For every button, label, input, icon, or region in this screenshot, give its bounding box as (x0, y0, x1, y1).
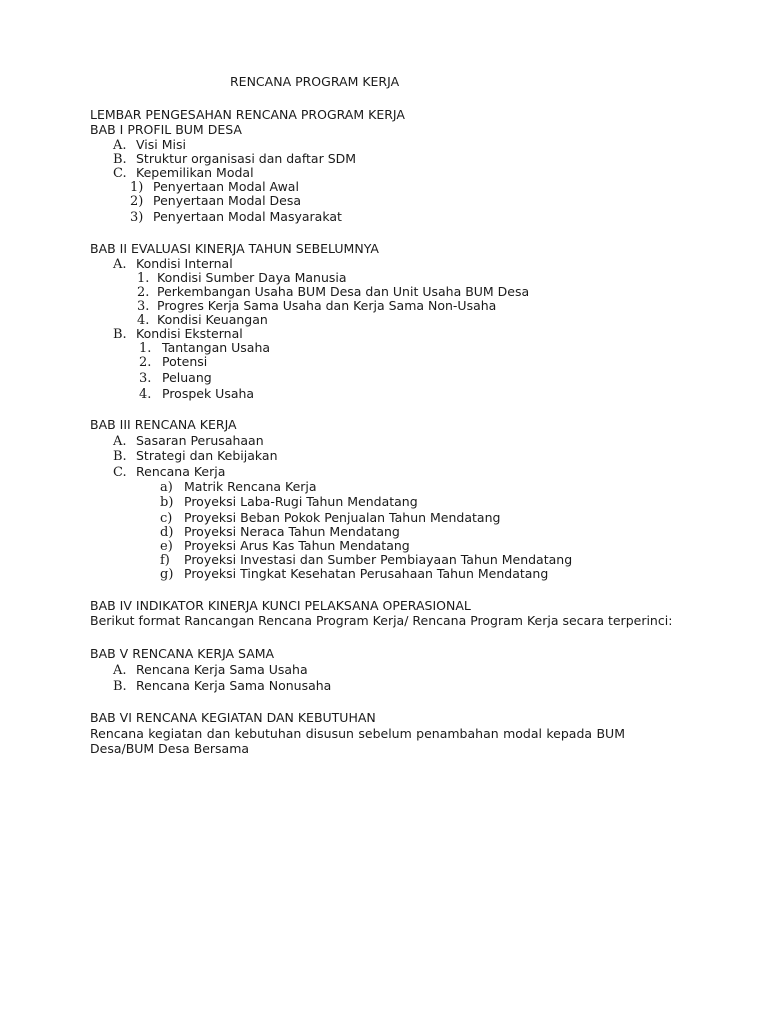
list-item-text: Rencana Kerja Sama Nonusaha (136, 678, 332, 693)
list-item-text: Rencana Kerja (136, 464, 226, 479)
bab4-paragraph: Berikut format Rancangan Rencana Program Kerja/ Rencana Program Kerja secara terperinci: (90, 613, 673, 628)
list-marker: A. (113, 257, 127, 272)
list-item-text: Penyertaan Modal Masyarakat (153, 209, 342, 224)
list-marker: 2) (130, 194, 144, 209)
list-marker: 1. (139, 341, 152, 356)
list-item (113, 448, 278, 464)
list-marker: A. (113, 434, 127, 449)
list-item-text: Kondisi Keuangan (157, 312, 268, 327)
bab4-heading: BAB IV INDIKATOR KINERJA KUNCI PELAKSANA OPERASIONAL (90, 598, 471, 613)
list-item-text: Proyeksi Neraca Tahun Mendatang (184, 524, 400, 539)
list-item-text: Prospek Usaha (162, 386, 255, 401)
list-marker: 3. (137, 299, 150, 314)
list-item-text: Proyeksi Tingkat Kesehatan Perusahaan Tahun Mendatang (184, 566, 549, 581)
list-item-text: Proyeksi Investasi dan Sumber Pembiayaan Tahun Mendatang (184, 552, 573, 567)
list-marker: 1. (137, 271, 150, 286)
list-item-text: Kepemilikan Modal (136, 165, 254, 180)
list-item (139, 370, 212, 386)
list-marker: 2. (139, 355, 152, 370)
list-item-text: Peluang (162, 370, 212, 385)
list-marker: B. (113, 152, 127, 167)
list-item (139, 354, 207, 370)
bab5-heading: BAB V RENCANA KERJA SAMA (90, 646, 275, 661)
list-marker: a) (160, 480, 173, 495)
list-item (130, 193, 301, 209)
list-item-text: Penyertaan Modal Awal (153, 179, 299, 194)
list-item-text: Kondisi Internal (136, 256, 233, 271)
list-marker: 3. (139, 371, 152, 386)
list-item (113, 464, 225, 480)
list-item-text: Potensi (162, 354, 208, 369)
list-item-text: Proyeksi Arus Kas Tahun Mendatang (184, 538, 410, 553)
list-item (139, 386, 254, 402)
list-item (160, 479, 317, 495)
list-marker: g) (160, 567, 174, 582)
list-item-text: Visi Misi (136, 137, 186, 152)
list-item (160, 566, 548, 582)
list-marker: 4. (139, 387, 152, 402)
lembar-pengesahan-heading: LEMBAR PENGESAHAN RENCANA PROGRAM KERJA (90, 107, 405, 122)
list-marker: A. (113, 138, 127, 153)
list-marker: 4. (137, 313, 150, 328)
list-item-text: Penyertaan Modal Desa (153, 193, 302, 208)
list-marker: 3) (130, 210, 144, 225)
list-item-text: Perkembangan Usaha BUM Desa dan Unit Usaha BUM Desa (157, 284, 530, 299)
list-marker: e) (160, 539, 173, 554)
list-item-text: Kondisi Eksternal (136, 326, 243, 341)
list-item-text: Struktur organisasi dan daftar SDM (136, 151, 357, 166)
list-marker: B. (113, 449, 127, 464)
document-title: RENCANA PROGRAM KERJA (230, 74, 400, 89)
list-item-text: Progres Kerja Sama Usaha dan Kerja Sama Non-Usaha (157, 298, 497, 313)
list-marker: c) (160, 511, 173, 526)
bab3-heading: BAB III RENCANA KERJA (90, 417, 237, 432)
bab1-heading: BAB I PROFIL BUM DESA (90, 122, 242, 137)
list-marker: 1) (130, 180, 144, 195)
list-marker: d) (160, 525, 174, 540)
list-item (113, 433, 264, 449)
list-marker: b) (160, 495, 174, 510)
list-item-text: Proyeksi Beban Pokok Penjualan Tahun Mendatang (184, 510, 501, 525)
bab6-heading: BAB VI RENCANA KEGIATAN DAN KEBUTUHAN (90, 710, 376, 725)
list-marker: 2. (137, 285, 150, 300)
list-item-text: Tantangan Usaha (162, 340, 271, 355)
list-item-text: Proyeksi Laba-Rugi Tahun Mendatang (184, 494, 418, 509)
list-marker: A. (113, 663, 127, 678)
list-item (113, 662, 308, 678)
list-item-text: Kondisi Sumber Daya Manusia (157, 270, 347, 285)
list-marker: B. (113, 679, 127, 694)
list-item-text: Rencana Kerja Sama Usaha (136, 662, 308, 677)
list-marker: B. (113, 327, 127, 342)
bab2-heading: BAB II EVALUASI KINERJA TAHUN SEBELUMNYA (90, 241, 379, 256)
list-item-text: Sasaran Perusahaan (136, 433, 264, 448)
list-marker: f) (160, 553, 170, 568)
list-marker: C. (113, 465, 127, 480)
list-item-text: Strategi dan Kebijakan (136, 448, 278, 463)
list-item-text: Matrik Rencana Kerja (184, 479, 317, 494)
list-marker: C. (113, 166, 127, 181)
bab6-paragraph: Rencana kegiatan dan kebutuhan disusun sebelum penambahan modal kepada BUM Desa/BUM Desa Bersama (90, 726, 625, 756)
list-item (113, 678, 331, 694)
list-item (130, 209, 342, 225)
list-item (160, 494, 418, 510)
